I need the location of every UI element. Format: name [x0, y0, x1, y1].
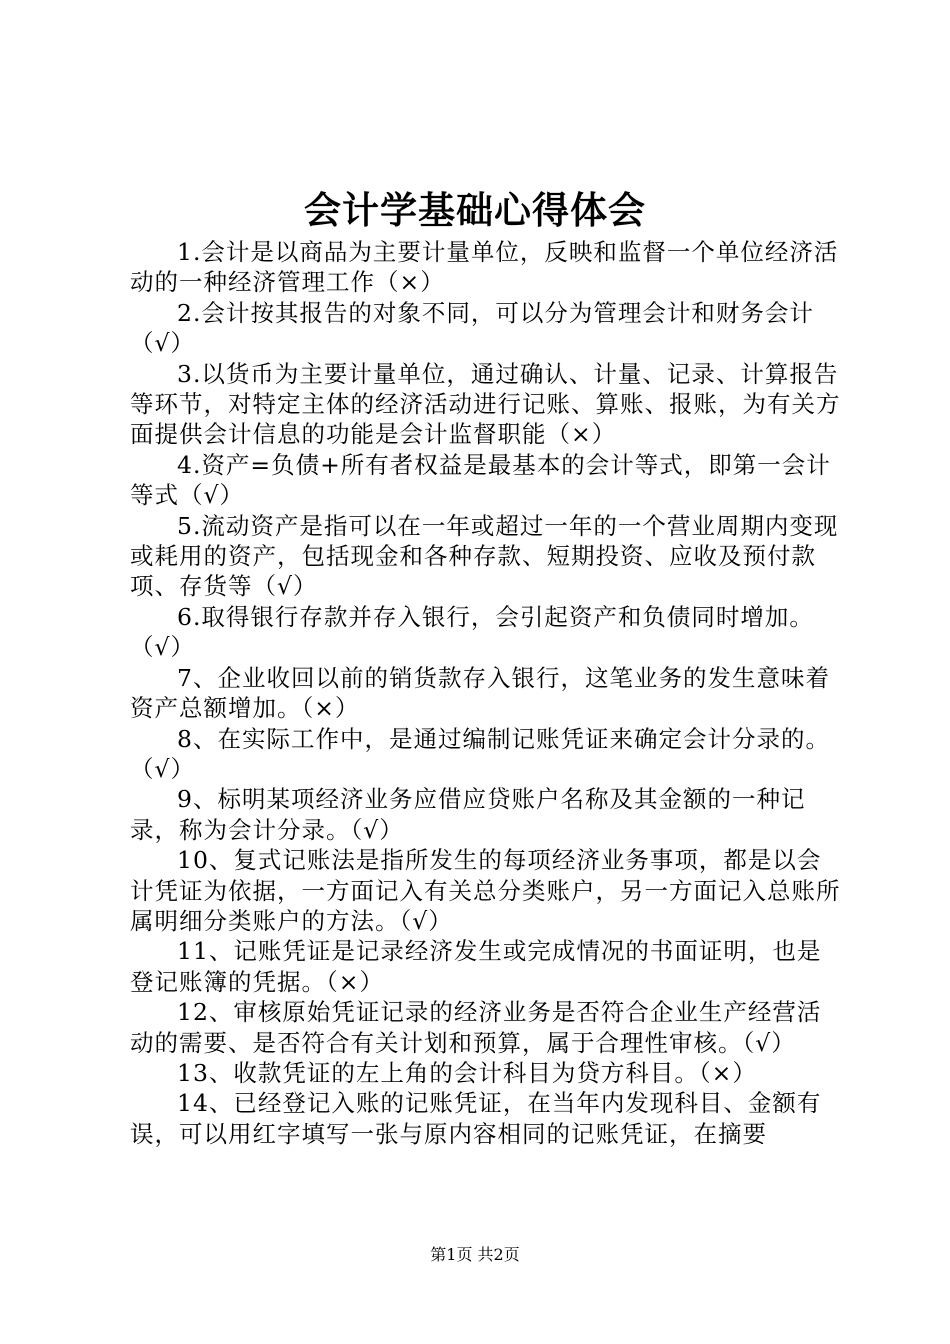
list-item: 1.会计是以商品为主要计量单位，反映和监督一个单位经济活动的一种经济管理工作（×） — [130, 238, 839, 297]
list-item: 4.资产=负债+所有者权益是最基本的会计等式，即第一会计等式（√） — [130, 450, 831, 510]
list-item: 10、复式记账法是指所发生的每项经济业务事项，都是以会计凭证为依据，一方面记入有关总分类账户，另一方面记入总账所属明细分类账户的方法。（√） — [130, 846, 841, 935]
list-item: 9、标明某项经济业务应借应贷账户名称及其金额的一种记录，称为会计分录。（√） — [130, 785, 806, 844]
list-item: 2.会计按其报告的对象不同，可以分为管理会计和财务会计（√） — [130, 298, 814, 358]
list-item: 11、记账凭证是记录经济发生或完成情况的书面证明，也是登记账簿的凭据。（×） — [130, 937, 822, 996]
list-item: 5.流动资产是指可以在一年或超过一年的一个营业周期内变现或耗用的资产，包括现金和各种存款、短期投资、应收及预付款项、存货等（√） — [130, 511, 839, 601]
document-body — [130, 237, 842, 1149]
list-item: 6.取得银行存款并存入银行，会引起资产和负债同时增加。（√） — [130, 602, 814, 662]
list-item: 12、审核原始凭证记录的经济业务是否符合企业生产经营活动的需要、是否符合有关计划和预算，属于合理性审核。（√） — [130, 998, 822, 1057]
page-footer: 第1页 共2页 — [430, 1245, 520, 1264]
list-item: 14、已经登记入账的记账凭证，在当年内发现科目、金额有误，可以用红字填写一张与原内容相同的记账凭证，在摘要 — [130, 1089, 822, 1148]
list-item: 8、在实际工作中，是通过编制记账凭证来确定会计分录的。（√） — [130, 724, 830, 783]
document-title: 会计学基础心得体会 — [304, 188, 646, 232]
list-item: 13、收款凭证的左上角的会计科目为贷方科目。（×） — [177, 1058, 757, 1087]
list-item: 7、企业收回以前的销货款存入银行，这笔业务的发生意味着资产总额增加。（×） — [130, 663, 830, 723]
list-item: 3.以货币为主要计量单位，通过确认、计量、记录、计算报告等环节，对特定主体的经济活动进行记账、算账、报账，为有关方面提供会计信息的功能是会计监督职能（×） — [130, 359, 841, 449]
